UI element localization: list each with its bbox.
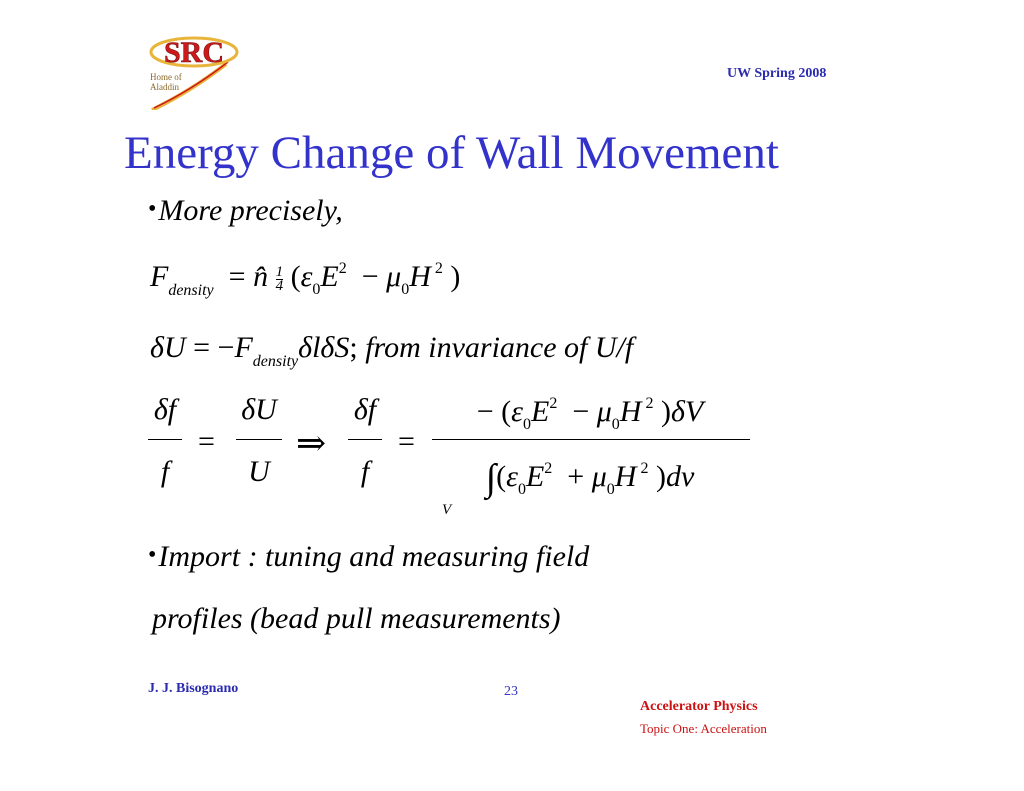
logo-text: SRC bbox=[163, 36, 225, 69]
bullet-2 bbox=[148, 542, 589, 572]
bullet-2-text: Import : tuning and measuring field bbox=[158, 540, 590, 573]
equation-frequency-shift: δf f = δU U ⇒ δf f = − ($\varepsilon_0E^2 - \mu_0H$ $^2$ )δV $\int(\varepsilon_0E^2 + \mu_0H$ $^2$ )dv V bbox=[148, 395, 768, 525]
bullet-1-text: More precisely, bbox=[158, 194, 343, 227]
footer-topic: Topic One: Acceleration bbox=[640, 721, 767, 736]
page-number: 23 bbox=[504, 684, 518, 699]
bullet-dot-icon: • bbox=[148, 196, 157, 222]
bullet-2-continuation: profiles (bead pull measurements) bbox=[152, 602, 561, 635]
equation-energy-change: $\delta U = -F_{density}\delta l\delta S$; from invariance of U/f bbox=[150, 331, 634, 370]
footer-author: J. J. Bisognano bbox=[148, 681, 239, 696]
footer-course: Accelerator Physics bbox=[640, 699, 758, 714]
equation-force-density: $F_{density}$ = n̂ $\frac{1}{4}$ ($\varepsilon_0E^2 - \mu_0H$ $^2$ ) bbox=[150, 260, 461, 299]
bullet-1 bbox=[148, 196, 343, 226]
slide-title: Energy Change of Wall Movement bbox=[124, 127, 779, 179]
course-term: UW Spring 2008 bbox=[727, 66, 827, 81]
logo-line1: Home of bbox=[150, 72, 182, 82]
src-logo bbox=[146, 36, 246, 110]
logo-line2: Aladdin bbox=[150, 82, 179, 92]
bullet-dot-icon: • bbox=[148, 542, 157, 568]
